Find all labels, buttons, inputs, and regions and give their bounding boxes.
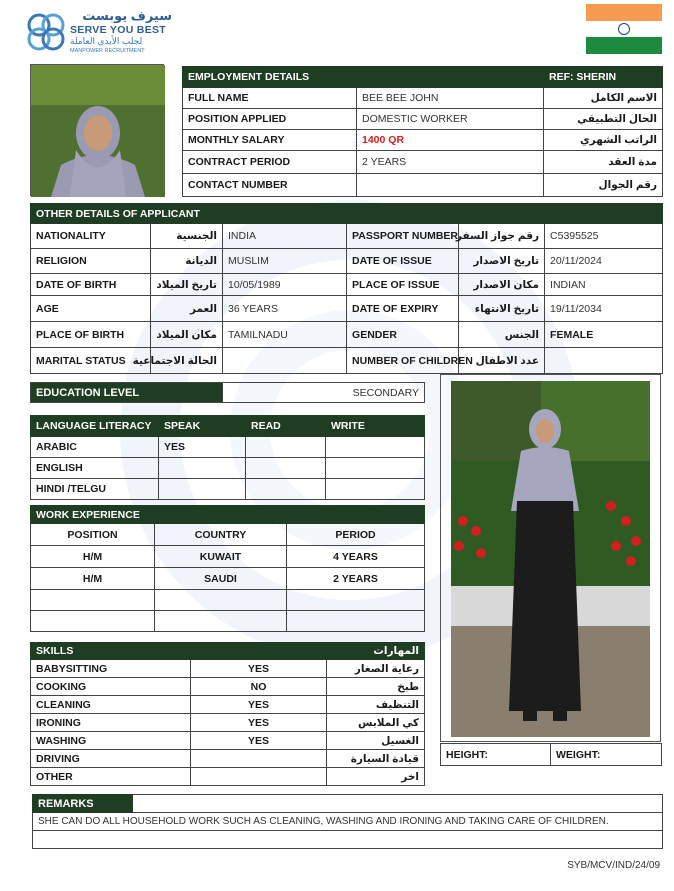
date-of-issue-label: DATE OF ISSUE: [347, 249, 459, 274]
arabic-read: [246, 437, 326, 458]
work-experience-section: [30, 505, 424, 632]
reference-label: REF: SHERIN: [544, 67, 663, 88]
work-row-1-country: KUWAIT: [155, 546, 287, 568]
language-arabic: ARABIC: [31, 437, 159, 458]
logo-arabic: سيرف يوبست: [82, 8, 172, 23]
work-row-3-country: [155, 590, 287, 611]
contact-number-label: CONTACT NUMBER: [183, 174, 357, 197]
skill-cooking-arabic: طبخ: [327, 678, 425, 696]
work-row-3-period: [287, 590, 425, 611]
india-flag-icon: [586, 4, 662, 54]
gender-arabic: الجنس: [459, 322, 545, 348]
place-of-birth-label: PLACE OF BIRTH: [31, 322, 151, 348]
other-details-section: [30, 203, 662, 374]
skill-babysitting-value: YES: [191, 660, 327, 678]
religion-value: MUSLIM: [223, 249, 347, 274]
age-value: 36 YEARS: [223, 296, 347, 322]
education-level-value: SECONDARY: [223, 383, 425, 403]
skill-cooking-value: NO: [191, 678, 327, 696]
contact-number-value: [357, 174, 544, 197]
remarks-section: [32, 794, 662, 849]
date-of-issue-arabic: تاريخ الاصدار: [459, 249, 545, 274]
full-name-label: FULL NAME: [183, 88, 357, 109]
arabic-speak: YES: [159, 437, 246, 458]
language-literacy-header: LANGUAGE LITERACY: [31, 416, 159, 437]
date-of-expiry-arabic: تاريخ الانتهاء: [459, 296, 545, 322]
work-row-2-country: SAUDI: [155, 568, 287, 590]
skill-ironing-arabic: كي الملابس: [327, 714, 425, 732]
logo-rings-icon: [24, 10, 68, 54]
nationality-label: NATIONALITY: [31, 224, 151, 249]
skill-other: OTHER: [31, 768, 191, 786]
work-period-column: PERIOD: [287, 524, 425, 546]
place-of-issue-label: PLACE OF ISSUE: [347, 274, 459, 296]
logo-english: SERVE YOU BEST: [70, 24, 167, 36]
nationality-value: INDIA: [223, 224, 347, 249]
other-details-header-right: [347, 204, 663, 224]
place-of-birth-arabic: مكان الميلاد: [151, 322, 223, 348]
marital-status-value: [223, 348, 347, 374]
gender-label: GENDER: [347, 322, 459, 348]
monthly-salary-value: 1400 QR: [357, 130, 544, 151]
language-literacy-section: [30, 415, 424, 500]
skill-other-value: [191, 768, 327, 786]
logo-arabic-sub: لجلب الأيدي العاملة: [70, 36, 143, 46]
skill-washing-value: YES: [191, 732, 327, 750]
age-label: AGE: [31, 296, 151, 322]
date-of-expiry-value: 19/11/2034: [545, 296, 663, 322]
work-country-column: COUNTRY: [155, 524, 287, 546]
gender-value: FEMALE: [545, 322, 663, 348]
number-of-children-arabic: عدد الاطفال: [459, 348, 545, 374]
age-arabic: العمر: [151, 296, 223, 322]
position-applied-value: DOMESTIC WORKER: [357, 109, 544, 130]
skill-washing-arabic: الغسيل: [327, 732, 425, 750]
work-row-2-position: H/M: [31, 568, 155, 590]
arabic-write: [326, 437, 425, 458]
number-of-children-label: NUMBER OF CHILDREN: [347, 348, 459, 374]
height-label: HEIGHT:: [441, 744, 551, 766]
work-experience-header: WORK EXPERIENCE: [31, 506, 425, 524]
full-name-value: BEE BEE JOHN: [357, 88, 544, 109]
weight-label: WEIGHT:: [551, 744, 662, 766]
applicant-portrait-photo: [30, 64, 164, 196]
religion-label: RELIGION: [31, 249, 151, 274]
employment-details-section: [182, 66, 662, 197]
other-details-header: OTHER DETAILS OF APPLICANT: [31, 204, 347, 224]
english-read: [246, 458, 326, 479]
religion-arabic: الديانة: [151, 249, 223, 274]
language-hindi-telgu: HINDI /TELGU: [31, 479, 159, 500]
work-row-3-position: [31, 590, 155, 611]
logo-tagline: MANPOWER RECRUITMENT: [70, 48, 145, 54]
contract-period-label: CONTRACT PERIOD: [183, 151, 357, 174]
place-of-birth-value: TAMILNADU: [223, 322, 347, 348]
position-applied-label: POSITION APPLIED: [183, 109, 357, 130]
company-logo: [24, 8, 174, 60]
skill-ironing: IRONING: [31, 714, 191, 732]
contract-period-value: 2 YEARS: [357, 151, 544, 174]
work-row-1-position: H/M: [31, 546, 155, 568]
document-reference-code: SYB/MCV/IND/24/09: [567, 860, 660, 871]
education-level-section: [30, 382, 424, 403]
place-of-issue-arabic: مكان الاصدار: [459, 274, 545, 296]
language-english: ENGLISH: [31, 458, 159, 479]
marital-status-arabic: الحالة الاجتماعية: [151, 348, 223, 374]
place-of-issue-value: INDIAN: [545, 274, 663, 296]
skills-header-arabic: المهارات: [327, 643, 425, 660]
hindi-speak: [159, 479, 246, 500]
skill-cleaning-value: YES: [191, 696, 327, 714]
position-applied-arabic: الحال التطبيقي: [544, 109, 663, 130]
speak-header: SPEAK: [159, 416, 246, 437]
english-speak: [159, 458, 246, 479]
work-row-2-period: 2 YEARS: [287, 568, 425, 590]
passport-number-value: C5395525: [545, 224, 663, 249]
date-of-birth-value: 10/05/1989: [223, 274, 347, 296]
full-body-photo-frame: [440, 374, 661, 742]
date-of-issue-value: 20/11/2024: [545, 249, 663, 274]
date-of-birth-label: DATE OF BIRTH: [31, 274, 151, 296]
hindi-read: [246, 479, 326, 500]
passport-number-label: PASSPORT NUMBER: [347, 224, 459, 249]
work-position-column: POSITION: [31, 524, 155, 546]
skill-ironing-value: YES: [191, 714, 327, 732]
height-weight-section: [440, 743, 661, 766]
skill-babysitting: BABYSITTING: [31, 660, 191, 678]
skills-header: SKILLS: [31, 643, 191, 660]
work-row-4-period: [287, 611, 425, 632]
contract-period-arabic: مدة العقد: [544, 151, 663, 174]
marital-status-label: MARITAL STATUS: [31, 348, 151, 374]
read-header: READ: [246, 416, 326, 437]
applicant-full-body-photo: [451, 381, 650, 737]
contact-number-arabic: رقم الجوال: [544, 174, 663, 197]
skill-driving: DRIVING: [31, 750, 191, 768]
date-of-expiry-label: DATE OF EXPIRY: [347, 296, 459, 322]
skills-section: [30, 642, 424, 786]
work-row-4-position: [31, 611, 155, 632]
remarks-header: REMARKS: [33, 795, 133, 813]
skill-cooking: COOKING: [31, 678, 191, 696]
skill-washing: WASHING: [31, 732, 191, 750]
number-of-children-value: [545, 348, 663, 374]
skill-driving-value: [191, 750, 327, 768]
skill-cleaning-arabic: التنظيف: [327, 696, 425, 714]
nationality-arabic: الجنسية: [151, 224, 223, 249]
skill-cleaning: CLEANING: [31, 696, 191, 714]
employment-details-header: EMPLOYMENT DETAILS: [183, 67, 544, 88]
date-of-birth-arabic: تاريخ الميلاد: [151, 274, 223, 296]
full-name-arabic: الاسم الكامل: [544, 88, 663, 109]
passport-number-arabic: رقم جواز السفر: [459, 224, 545, 249]
skill-other-arabic: اخر: [327, 768, 425, 786]
skill-driving-arabic: قيادة السيارة: [327, 750, 425, 768]
write-header: WRITE: [326, 416, 425, 437]
monthly-salary-label: MONTHLY SALARY: [183, 130, 357, 151]
remarks-text: SHE CAN DO ALL HOUSEHOLD WORK SUCH AS CLEANING, WASHING AND IRONING AND TAKING CARE OF CHILDREN.: [33, 813, 663, 831]
work-row-4-country: [155, 611, 287, 632]
skill-babysitting-arabic: رعاية الصغار: [327, 660, 425, 678]
monthly-salary-arabic: الراتب الشهري: [544, 130, 663, 151]
remarks-blank-line: [33, 831, 663, 849]
education-level-label: EDUCATION LEVEL: [31, 383, 223, 403]
work-row-1-period: 4 YEARS: [287, 546, 425, 568]
hindi-write: [326, 479, 425, 500]
english-write: [326, 458, 425, 479]
